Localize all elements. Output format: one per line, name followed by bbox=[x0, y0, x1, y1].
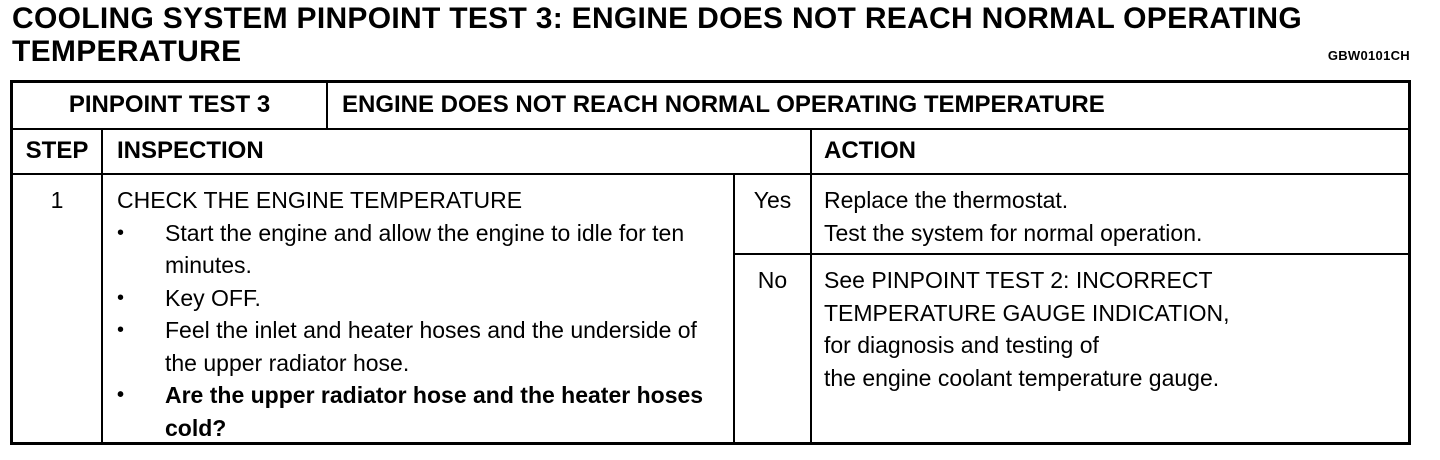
divider bbox=[13, 173, 1408, 175]
action-line: Test the system for normal operation. bbox=[824, 219, 1203, 246]
inspection-heading: CHECK THE ENGINE TEMPERATURE bbox=[117, 187, 523, 213]
column-header-inspection: INSPECTION bbox=[117, 137, 264, 164]
action-line: the engine coolant temperature gauge. bbox=[824, 364, 1220, 391]
test-name: ENGINE DOES NOT REACH NORMAL OPERATING TEMPERATURE bbox=[342, 91, 1105, 118]
divider bbox=[733, 253, 1408, 255]
pinpoint-test-table bbox=[10, 80, 1411, 445]
divider bbox=[101, 128, 103, 442]
list-item: • Are the upper radiator hose and the heater hoses cold? bbox=[117, 379, 727, 444]
result-no-label: No bbox=[757, 267, 788, 293]
test-label: PINPOINT TEST 3 bbox=[68, 91, 271, 118]
no-action bbox=[824, 264, 1404, 394]
divider bbox=[13, 128, 1408, 130]
inspection-cell bbox=[117, 184, 727, 444]
action-line: TEMPERATURE GAUGE INDICATION, bbox=[824, 299, 1230, 326]
list-item: • Key OFF. bbox=[117, 282, 727, 315]
yes-action bbox=[824, 184, 1404, 249]
column-header-step: STEP bbox=[25, 137, 89, 164]
list-item: • Feel the inlet and heater hoses and the underside of the upper radiator hose. bbox=[117, 314, 727, 379]
inspection-list bbox=[117, 217, 727, 445]
column-header-action: ACTION bbox=[824, 137, 916, 164]
action-line: for diagnosis and testing of bbox=[824, 332, 1099, 358]
list-item: • Start the engine and allow the engine to idle for ten minutes. bbox=[117, 217, 727, 282]
figure-code: GBW0101CH bbox=[1327, 48, 1410, 63]
action-line: See PINPOINT TEST 2: INCORRECT bbox=[824, 267, 1213, 293]
result-yes-label: Yes bbox=[753, 187, 792, 213]
divider bbox=[326, 83, 328, 129]
divider bbox=[810, 128, 812, 442]
page-title: COOLING SYSTEM PINPOINT TEST 3: ENGINE DOES NOT REACH NORMAL OPERATING TEMPERATURE bbox=[12, 2, 1302, 68]
action-line: Replace the thermostat. bbox=[824, 187, 1069, 213]
step-number: 1 bbox=[50, 187, 64, 213]
